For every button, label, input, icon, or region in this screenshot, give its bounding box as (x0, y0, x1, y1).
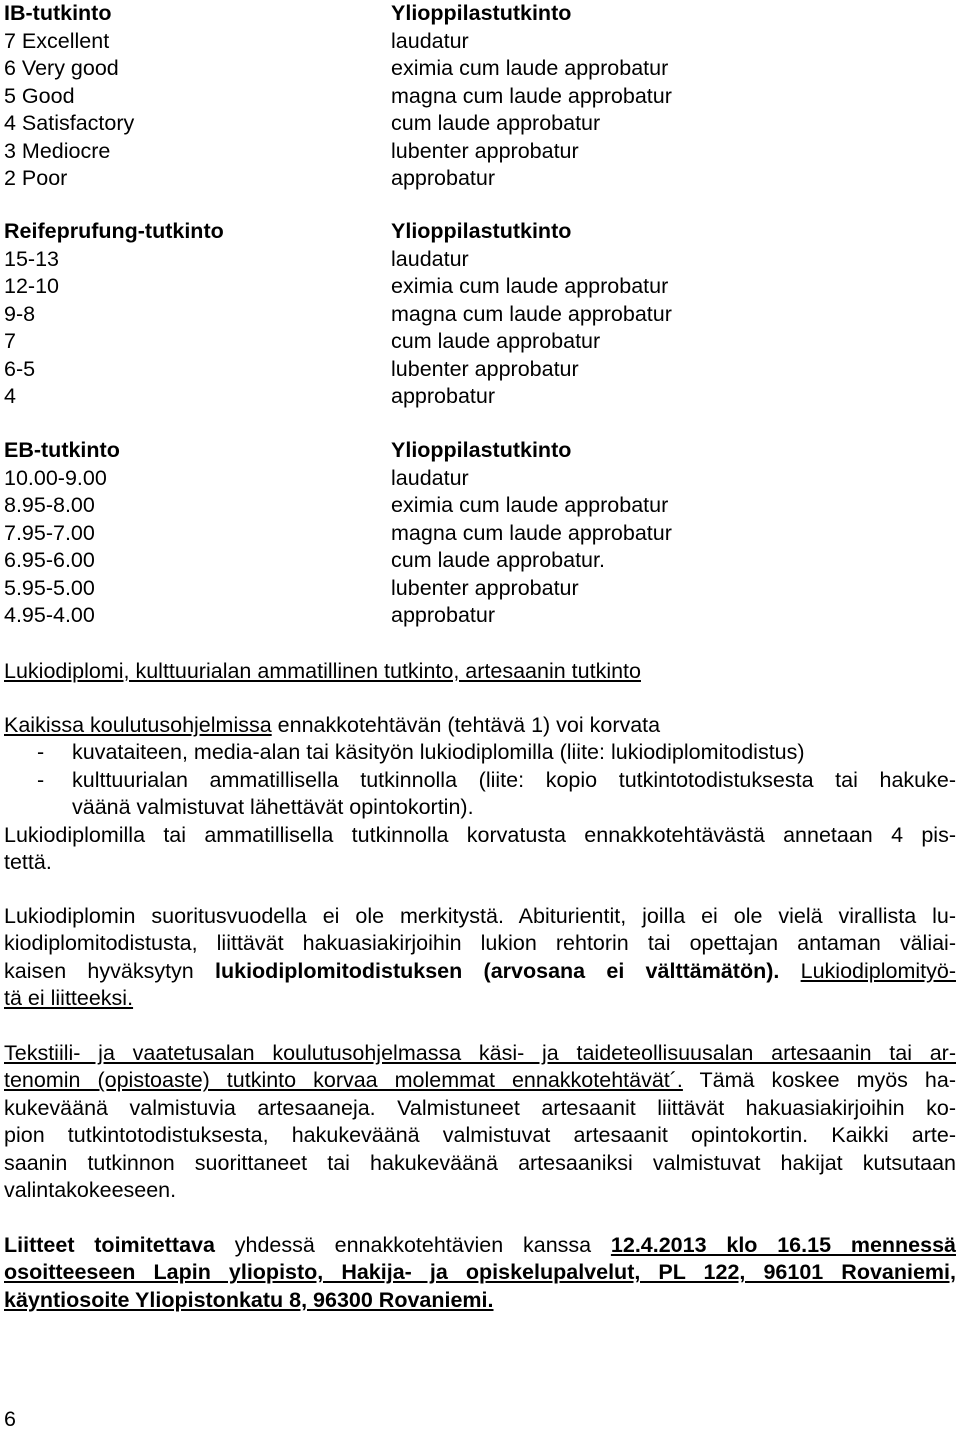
grade-source: 7 (4, 329, 16, 353)
grade-equivalent: approbatur (391, 384, 495, 408)
inline-text: yhdessä ennakkotehtävien kanssa (214, 1233, 611, 1257)
inline-text: kaisen hyväksytyn (4, 958, 216, 983)
inline-underlined: Tekstiili- ja vaatetusalan koulutusohjelmassa käsi- ja taideteollisuusalan artesaanin tai ar- (4, 1041, 956, 1065)
table-row (4, 138, 954, 166)
section-heading (4, 658, 956, 685)
list-item (4, 739, 956, 766)
paragraph-line: valintakokeeseen. (4, 1178, 177, 1203)
points-text: Lukiodiplomilla tai ammatillisella tutkinnolla korvatusta ennakkotehtävästä annetaan 4 pis- (4, 822, 956, 847)
table-row (4, 55, 954, 83)
inline-bold: lukiodiplomitodistuksen (arvosana ei välttämätön). (215, 958, 780, 983)
grade-source: 5.95-5.00 (4, 575, 95, 600)
deadline-date: 12.4.2013 klo 16.15 mennessä (610, 1233, 956, 1257)
grade-equivalent: cum laude approbatur (391, 111, 601, 135)
grade-equivalent: cum laude approbatur (391, 329, 601, 353)
replacement-lead (4, 712, 956, 739)
grade-source: 5 Good (4, 83, 75, 108)
grade-equivalent: approbatur (391, 603, 495, 627)
table-row (4, 246, 954, 274)
grade-equivalent: magna cum laude approbatur (391, 83, 672, 108)
table-header (4, 218, 954, 246)
table-header-left: Reifeprufung-tutkinto (4, 219, 224, 243)
list-item (4, 767, 956, 822)
paragraph-line (4, 1232, 956, 1259)
grade-source: 4 Satisfactory (4, 111, 135, 135)
table-row (4, 547, 954, 575)
table-row (4, 465, 954, 493)
table-header-right: Ylioppilastutkinto (391, 219, 572, 243)
list-item-text: kuvataiteen, media-alan tai käsityön lukiodiplomilla (liite: lukiodiplomitodistus) (72, 740, 805, 765)
paragraph-line: kiodiplomitodistusta, liittävät hakuasiakirjoihin lukion rehtorin tai opettajan antaman väliai- (4, 931, 956, 956)
grade-equivalent: laudatur (391, 465, 469, 490)
table-row (4, 575, 954, 603)
grade-source: 6-5 (4, 356, 36, 381)
address-line: osoitteeseen Lapin yliopisto, Hakija- ja opiskelupalvelut, PL 122, 96101 Rovaniemi, (4, 1260, 956, 1285)
paragraph-line: saanin tutkinnon suorittaneet tai hakukeväänä artesaaniksi valmistuvat hakijat kutsutaan (4, 1150, 956, 1175)
address-line: käyntiosoite Yliopistonkatu 8, 96300 Rovaniemi. (4, 1287, 494, 1312)
paragraph-line (4, 1067, 956, 1094)
grade-table-reifeprufung (4, 218, 954, 411)
paragraph-line (4, 985, 956, 1012)
table-row (4, 383, 954, 411)
grade-source: 6 Very good (4, 56, 119, 80)
bullet-dash: - (37, 767, 45, 792)
table-row (4, 83, 954, 111)
grade-source: 6.95-6.00 (4, 548, 95, 572)
grade-source: 9-8 (4, 301, 36, 326)
grade-equivalent: approbatur (391, 166, 495, 190)
grade-equivalent: lubenter approbatur (391, 138, 579, 163)
paragraph-line (4, 1040, 956, 1067)
grade-equivalent: laudatur (391, 246, 469, 271)
table-row (4, 520, 954, 548)
replacement-lead-underlined: Kaikissa koulutusohjelmissa (4, 713, 272, 737)
replacement-lead-rest: ennakkotehtävän (tehtävä 1) voi korvata (271, 713, 661, 737)
table-row (4, 273, 954, 301)
table-header-left: IB-tutkinto (4, 1, 112, 25)
paragraph-deadline (4, 1232, 956, 1314)
paragraph-line: pion tutkintotodistuksesta, hakukeväänä valmistuvat artesaanit opintokortin. Kaikki arte- (4, 1123, 956, 1148)
section-heading-text: Lukiodiplomi, kulttuurialan ammatillinen tutkinto, artesaanin tutkinto (4, 659, 641, 683)
grade-table-eb (4, 437, 954, 630)
grade-source: 7.95-7.00 (4, 520, 95, 545)
table-header (4, 437, 954, 465)
table-row (4, 301, 954, 329)
table-row (4, 328, 954, 356)
inline-underlined: Lukiodiplomityö- (800, 958, 956, 983)
grade-source: 12-10 (4, 274, 59, 298)
paragraph-lukiodiplomi (4, 903, 956, 1013)
grade-source: 7 Excellent (4, 28, 110, 53)
grade-source: 15-13 (4, 246, 59, 271)
grade-equivalent: eximia cum laude approbatur (391, 56, 669, 80)
grade-source: 4.95-4.00 (4, 603, 95, 627)
inline-bold: Liitteet toimitettava (4, 1233, 215, 1257)
table-row (4, 602, 954, 630)
grade-equivalent: magna cum laude approbatur (391, 520, 672, 545)
paragraph-line: Lukiodiplomin suoritusvuodella ei ole merkitystä. Abiturientit, joilla ei ole vielä virallista lu- (4, 904, 956, 928)
table-header-right: Ylioppilastutkinto (391, 1, 572, 25)
paragraph-textile (4, 1040, 956, 1204)
inline-text: Tämä koskee myös ha- (682, 1068, 957, 1093)
grade-source: 3 Mediocre (4, 138, 111, 163)
points-text: tettä. (4, 850, 52, 875)
grade-equivalent: eximia cum laude approbatur (391, 493, 669, 517)
page-number: 6 (4, 1407, 16, 1431)
inline-text (779, 959, 800, 983)
grade-source: 2 Poor (4, 166, 68, 190)
table-row (4, 165, 954, 193)
table-header (4, 0, 954, 28)
grade-equivalent: magna cum laude approbatur (391, 301, 672, 326)
grade-source: 10.00-9.00 (4, 465, 107, 490)
inline-underlined: tä ei liitteeksi. (4, 986, 134, 1011)
grade-equivalent: laudatur (391, 28, 469, 53)
paragraph-line (4, 958, 956, 985)
grade-source: 4 (4, 384, 16, 408)
grade-source: 8.95-8.00 (4, 493, 95, 517)
table-row (4, 28, 954, 56)
table-row (4, 356, 954, 384)
grade-equivalent: cum laude approbatur. (391, 548, 605, 572)
paragraph-line: kukeväänä valmistuvia artesaaneja. Valmistuneet artesaanit liittävät hakuasiakirjoihin ko- (4, 1095, 956, 1120)
replacement-rules (4, 712, 956, 876)
list-item-text: väänä valmistuvat lähettävät opintokortin). (72, 795, 474, 820)
inline-underlined: tenomin (opistoaste) tutkinto korvaa molemmat ennakkotehtävät´. (4, 1068, 683, 1093)
grade-table-ib (4, 0, 954, 193)
grade-equivalent: lubenter approbatur (391, 575, 579, 600)
table-header-right: Ylioppilastutkinto (391, 438, 572, 462)
bullet-dash: - (37, 740, 45, 765)
table-row (4, 110, 954, 138)
table-row (4, 492, 954, 520)
list-item-text: kulttuurialan ammatillisella tutkinnolla (liite: kopio tutkintotodistuksesta tai hakuke- (72, 767, 956, 792)
grade-equivalent: lubenter approbatur (391, 356, 579, 381)
table-header-left: EB-tutkinto (4, 438, 120, 462)
grade-equivalent: eximia cum laude approbatur (391, 274, 669, 298)
